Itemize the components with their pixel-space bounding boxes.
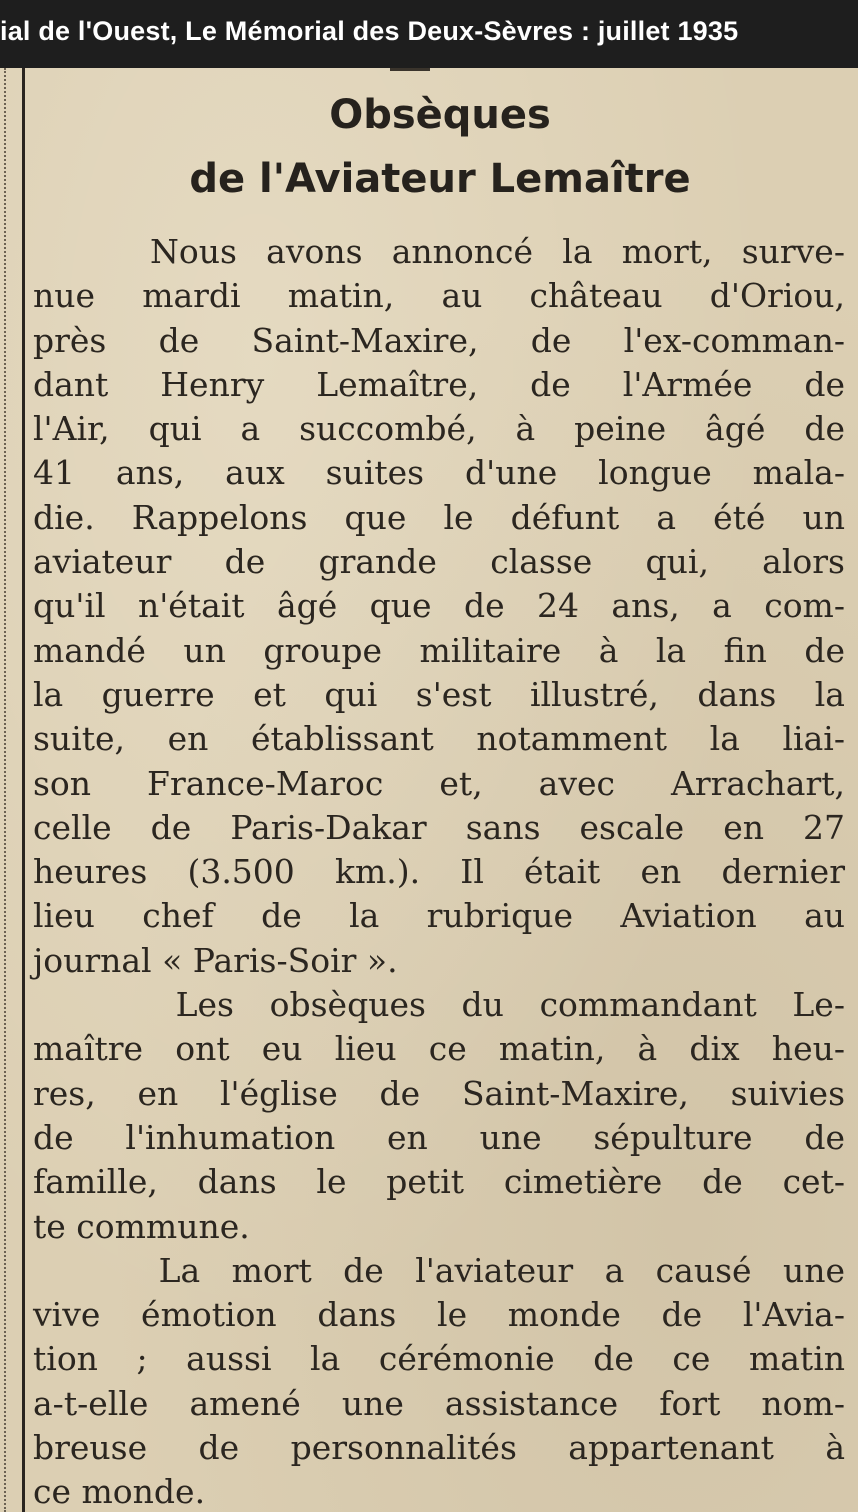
article-line: nue mardi matin, au château d'Oriou, xyxy=(33,276,845,316)
article-line: te commune. xyxy=(33,1206,250,1246)
article-line: près de Saint-Maxire, de l'ex-comman- xyxy=(33,320,845,360)
article-line: ce monde. xyxy=(33,1472,206,1512)
article-line: suite, en établissant notamment la liai- xyxy=(33,719,845,759)
column-rule xyxy=(22,68,25,1512)
headline-line-2: de l'Aviateur Lemaître xyxy=(189,156,691,202)
article-line: son France-Maroc et, avec Arrachart, xyxy=(33,763,845,803)
document-title: ial de l'Ouest, Le Mémorial des Deux-Sèvres : juillet 1935 xyxy=(0,16,739,46)
article-line: famille, dans le petit cimetière de cet- xyxy=(33,1162,845,1202)
article-line: La mort de l'aviateur a causé une xyxy=(33,1250,845,1290)
article-line: Nous avons annoncé la mort, surve- xyxy=(33,232,845,271)
article-line: a-t-elle amené une assistance fort nom- xyxy=(33,1383,845,1423)
window-title-bar xyxy=(0,0,858,68)
article-line: dant Henry Lemaître, de l'Armée de xyxy=(33,364,845,404)
article-line: journal « Paris-Soir ». xyxy=(33,940,398,980)
article-headline xyxy=(30,86,850,208)
article-line: breuse de personnalités appartenant à xyxy=(33,1428,845,1468)
article-line: maître ont eu lieu ce matin, à dix heu- xyxy=(33,1029,845,1069)
article-line: aviateur de grande classe qui, alors xyxy=(33,542,845,582)
article-line: heures (3.500 km.). Il était en dernier xyxy=(33,852,845,892)
article-line: vive émotion dans le monde de l'Avia- xyxy=(33,1295,845,1335)
article-line: res, en l'église de Saint-Maxire, suivies xyxy=(33,1073,845,1113)
article-line: l'Air, qui a succombé, à peine âgé de xyxy=(33,409,845,449)
article-line: die. Rappelons que le défunt a été un xyxy=(33,497,845,537)
column-edge-dots xyxy=(4,68,14,1512)
article-line: celle de Paris-Dakar sans escale en 27 xyxy=(33,807,845,847)
newspaper-clipping xyxy=(0,68,858,1512)
article-line: tion ; aussi la cérémonie de ce matin xyxy=(33,1339,845,1379)
article-line: qu'il n'était âgé que de 24 ans, a com- xyxy=(33,586,845,626)
previous-article-fragment xyxy=(390,68,430,71)
article-line: mandé un groupe militaire à la fin de xyxy=(33,630,845,670)
article-line: 41 ans, aux suites d'une longue mala- xyxy=(33,453,845,493)
article-line: de l'inhumation en une sépulture de xyxy=(33,1117,845,1157)
article-line: la guerre et qui s'est illustré, dans la xyxy=(33,674,845,714)
article-line: lieu chef de la rubrique Aviation au xyxy=(33,896,845,936)
article-line: Les obsèques du commandant Le- xyxy=(33,985,845,1025)
article-body xyxy=(33,230,845,1512)
headline-line-1: Obsèques xyxy=(329,92,551,138)
